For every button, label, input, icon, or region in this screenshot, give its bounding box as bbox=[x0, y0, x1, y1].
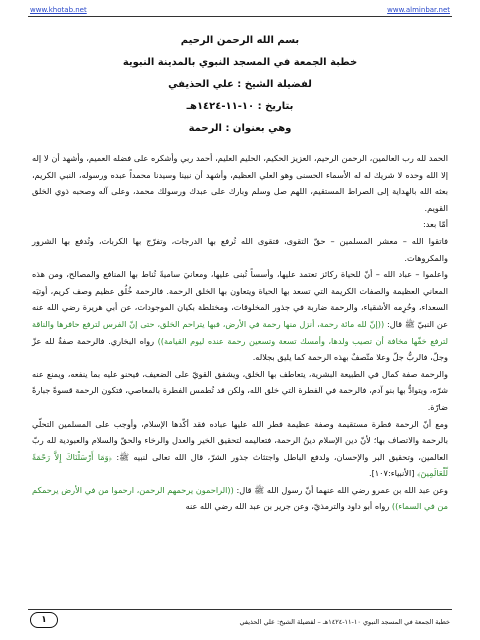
basmala: بسم الله الرحمن الرحيم bbox=[180, 35, 300, 46]
paragraph bbox=[32, 416, 448, 482]
quran-verse: ﴿وَمَا أَرْسَلْنَاكَ إِلاَّ رَحْمَةً لّلْعَالَمِينَ﴾ bbox=[32, 451, 448, 479]
footer-divider bbox=[28, 609, 452, 610]
sermon-body bbox=[32, 150, 448, 515]
top-divider bbox=[28, 16, 452, 17]
hadith-quote: ((الراحمون يرحمهم الرحمن، ارحموا من في الأرض يرحمكم من في السماء)) bbox=[32, 484, 448, 512]
paragraph bbox=[32, 266, 448, 366]
page-number: ١ bbox=[30, 612, 58, 628]
subject-line: وهي بعنوان : الرحمة bbox=[188, 123, 292, 134]
page-footer bbox=[30, 612, 450, 630]
paragraph-text: وعن عبد الله بن عمرو رضي الله عنهما أنّ رسول الله ﷺ قال: bbox=[233, 484, 448, 495]
sermon-title: خطبة الجمعة في المسجد النبوي بالمدينة النبوية bbox=[122, 57, 358, 68]
speaker-line: لفضيلة الشيخ : علي الحذيفي bbox=[168, 79, 312, 90]
sermon-header bbox=[30, 30, 450, 140]
paragraph-text: رواه أبو داود والترمذيّ، وعن جرير بن عبد الله رضي الله عنه bbox=[185, 501, 392, 512]
paragraph: والرحمة صفة كمال في الطبيعة البشرية، يتعاطف بها الخلق، ويشفق القويّ على الضعيف، فيحنو عليه بما ينفعه، ويمنع عنه شرّه، ويتوادُّ بها بنو آدم، فالرحمة في الفطرة التي خلق الله، ولكن قد تُطمس الفطرة بالمعاصي، فتكون الرحمة قسوةً جبارةً ضارّة. bbox=[32, 368, 448, 412]
paragraph-text: [الأنبياء:١٠٧]. bbox=[368, 468, 418, 479]
paragraph-text: واعلموا – عباد الله – أنّ للحياة ركائز تعتمد عليها، وأسساً تُبنى عليها، ومعانيَ ساميةً تُناط بها المنافع والمصالح، ومن هذه المعاني العظيمة والصفات الكريمة التي تسعد بها الحياة ويتعاون بها الخلق الرحمة. فالرحمة خُلُق عظيم وصف كريم، أوتيَه السعداء، وحُرِمه الأشقياء، والرحمة ضاربة في جذور المخلوقات، ومختلطة بكيان الموجودات، عن أبي هريرة رضي الله عنه عن النبيّ ﷺ قال: bbox=[32, 269, 448, 329]
paragraph: أمّا بعد: bbox=[422, 219, 448, 230]
paragraph: الحمد لله رب العالمين، الرحمن الرحيم، العزيز الحكيم، الحليم العليم، أحمد ربي وأشكره على فضله العميم، وأشهد أن لا إله إلا الله وحده لا شريك له له الأسماء الحسنى وهو العلي العظيم، وأشهد أن نبينا وسيدنا محمداً عبده ورسوله، النبي الكريم، بعثه الله بالهداية إلى الصراط المستقيم، اللهم صل وسلم وبارك على عبدك ورسولك محمد، وعلى آله وصحبه ذوي الخلق القويم. bbox=[32, 153, 448, 213]
hadith-quote: ((إنّ لله مائة رحمة، أنزل منها رحمة في الأرض، فبها يتراحم الخلق، حتى إنّ الفرس لترفع حافرها والناقة لترفع خفّها مخافة أن تصيب ولدها، وأمسك تسعة وتسعين رحمة عنده ليوم القيامة)) bbox=[32, 318, 448, 346]
paragraph-text: رواه البخاري. فالرحمة صفةٌ لله عزّ وجلّ، فالربُّ جلّ وعلا متّصفٌ بهذه الرحمة كما يليق بجلاله. bbox=[32, 335, 448, 363]
date-line: بتاريخ : ١٠-١١-١٤٢٤هـ bbox=[186, 101, 294, 112]
khotab-link[interactable]: www.khotab.net bbox=[30, 6, 87, 14]
paragraph bbox=[32, 482, 448, 515]
footer-meta: خطبة الجمعة في المسجد النبوي ١٠-١١-١٤٢٤هـ – لفضيلة الشيخ: علي الحذيفي bbox=[239, 618, 450, 626]
paragraph: فاتقوا الله – معشر المسلمين – حقّ التقوى، فتقوى الله تُرفع بها الدرجات، وتفرّج بها الكربات، وتُدفع بها الشرور والمكروهات. bbox=[32, 235, 448, 263]
paragraph-text: ومع أنّ الرحمة فطرة مستقيمة وصفة عظيمة فطر الله عليها عباده فقد أكّدها الإسلام، وأوجب على المسلمين التحلّي بالرحمة والاتصاف بها؛ لأنّ دين الإسلام دينُ الرحمة، فتعاليمه لتحقيق الخير والعدل والرخاء والحقّ والسلام والعبودية لله ربّ العالمين، وتحقيق البر والإحسان، ولدفع الباطل واجتثاث جذور الشرّ، قال الله تعالى لنبيه ﷺ: bbox=[32, 418, 448, 462]
alminbar-link[interactable]: www.alminbar.net bbox=[387, 6, 450, 14]
